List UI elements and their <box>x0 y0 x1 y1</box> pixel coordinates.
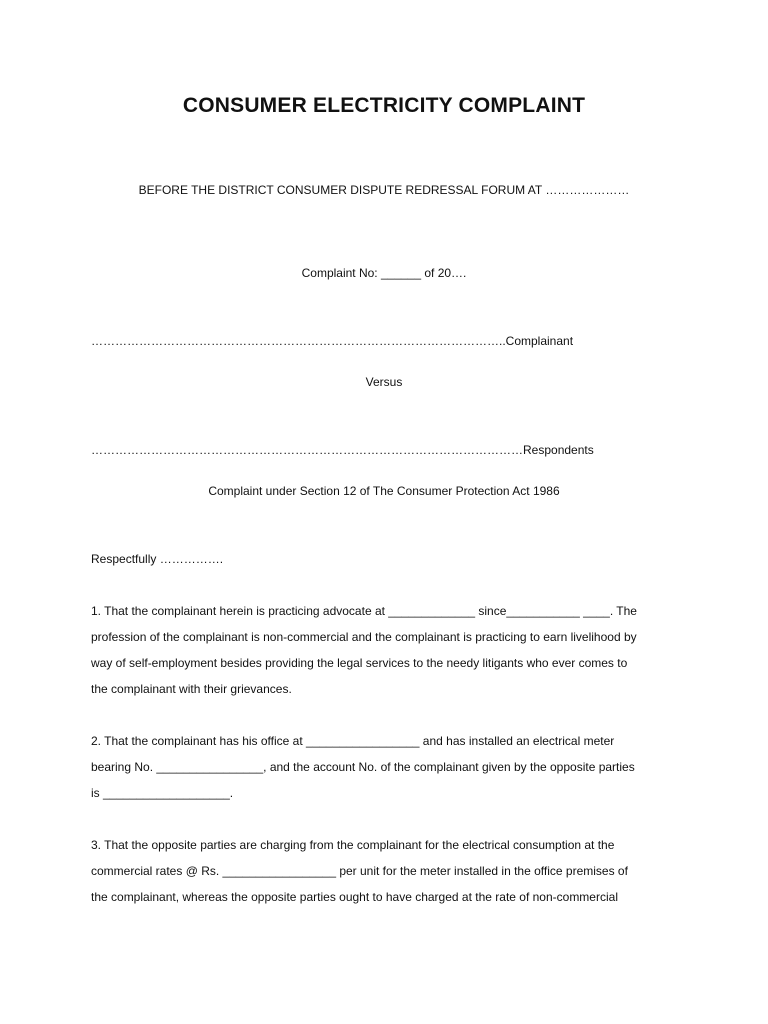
paragraph-line: the complainant, whereas the opposite parties ought to have charged at the rate of non-commercial <box>91 890 618 904</box>
paragraph-line: 2. That the complainant has his office at _________________ and has installed an electrical meter <box>91 734 615 748</box>
paragraph-line: is ___________________. <box>91 786 234 800</box>
complainant-line: …………………………………………………………………………………………..Complainant <box>91 334 574 348</box>
paragraph-line: 3. That the opposite parties are charging from the complainant for the electrical consumption at the <box>91 838 615 852</box>
complaint-number-line: Complaint No: ______ of 20…. <box>301 266 467 280</box>
forum-line: BEFORE THE DISTRICT CONSUMER DISPUTE REDRESSAL FORUM AT ………………… <box>138 183 630 197</box>
document-title: CONSUMER ELECTRICITY COMPLAINT <box>182 94 586 117</box>
paragraph-line: 1. That the complainant herein is practicing advocate at _____________ since___________ ____. The <box>91 604 637 618</box>
paragraph-1 <box>91 598 665 702</box>
paragraph-line: commercial rates @ Rs. _________________ per unit for the meter installed in the office premises of <box>91 864 628 878</box>
paragraph-line: bearing No. ________________, and the account No. of the complainant given by the opposite parties <box>91 760 635 774</box>
paragraph-line: the complainant with their grievances. <box>91 682 292 696</box>
paragraph-3 <box>91 832 665 910</box>
respondents-line: ………………………………………………………………………………………………Respondents <box>91 443 594 457</box>
respectfully-line: Respectfully ……………. <box>91 552 224 566</box>
paragraph-line: way of self-employment besides providing the legal services to the needy litigants who ever comes to <box>91 656 628 670</box>
section-line: Complaint under Section 12 of The Consumer Protection Act 1986 <box>208 484 560 498</box>
paragraph-2 <box>91 728 665 806</box>
paragraph-line: profession of the complainant is non-commercial and the complainant is practicing to earn livelihood by <box>91 630 637 644</box>
versus-label: Versus <box>365 375 403 389</box>
